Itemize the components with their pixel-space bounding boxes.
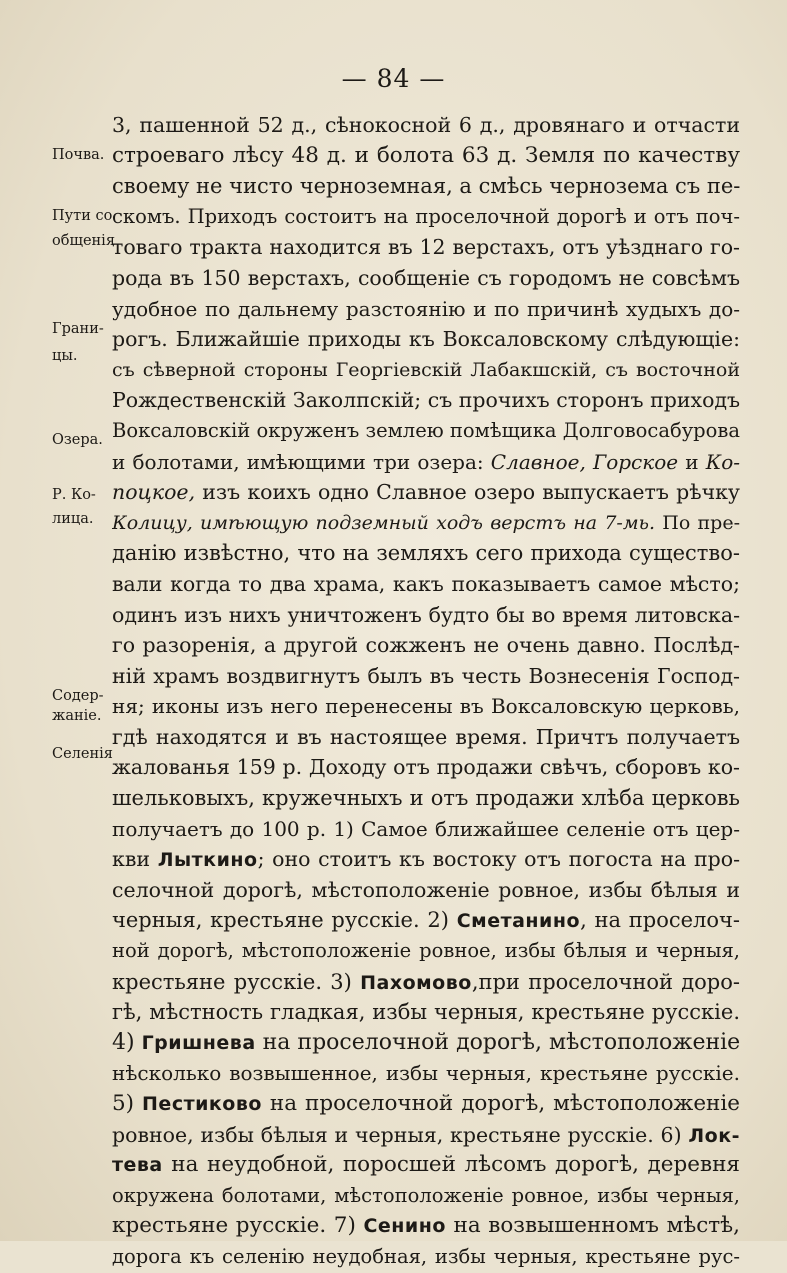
text-line: ній храмъ воздвигнутъ былъ въ честь Вознесенія Господ- bbox=[112, 663, 740, 688]
text-line: скомъ. Приходъ состоитъ на проселочной дорогѣ и отъ поч- bbox=[112, 204, 740, 228]
margin-note-lakes: Озера. bbox=[52, 432, 103, 448]
body-text bbox=[112, 110, 740, 1273]
margin-note-villages: Селенія bbox=[52, 746, 113, 762]
village-name: тева bbox=[112, 1154, 163, 1177]
margin-note-income: Содер- bbox=[52, 688, 104, 704]
text-line: нѣсколько возвышенное, избы черныя, крестьяне русскіе. bbox=[112, 1061, 740, 1086]
text-line: своему не чисто черноземная, а смѣсь чернозема съ пе- bbox=[112, 174, 740, 199]
text-line: Рождественскій Заколпскій; съ прочихъ сторонъ приходъ bbox=[112, 388, 740, 413]
margin-note-river: Р. Ко- bbox=[52, 487, 96, 503]
village-name: Сметанино bbox=[456, 910, 581, 933]
text-line: рогъ. Ближайшіе приходы къ Воксаловскому слѣдующіе: bbox=[112, 327, 740, 352]
text-line: 3, пашенной 52 д., сѣнокосной 6 д., дровянаго и отчасти bbox=[112, 113, 740, 137]
text-line: тева на неудобной, поросшей лѣсомъ дорогѣ, деревня bbox=[112, 1152, 740, 1178]
text-line: поцкое, изъ коихъ одно Славное озеро выпускаетъ рѣчку bbox=[112, 480, 740, 505]
village-name: Пахомово bbox=[360, 971, 472, 994]
margin-note-routes-cont: общенія bbox=[52, 233, 115, 249]
lake-name-part: Ко- bbox=[705, 449, 740, 474]
margin-note-river-cont: лица. bbox=[52, 511, 94, 527]
text-line: крестьяне русскіе. 7) Сенино на возвышенномъ мѣстѣ, bbox=[112, 1213, 740, 1239]
village-name: Гришнева bbox=[141, 1031, 256, 1054]
text-line: дорога къ селенію неудобная, избы черныя, крестьяне рус- bbox=[112, 1244, 740, 1268]
margin-note-income-cont: жаніе. bbox=[52, 708, 102, 724]
text-line: Воксаловскій окруженъ землею помѣщика Долговосабурова bbox=[112, 418, 740, 442]
text-line: ровное, избы бѣлыя и черныя, крестьяне русскіе. 6) Лок- bbox=[112, 1122, 740, 1147]
text-line: вали когда то два храма, какъ показываетъ самое мѣсто; bbox=[112, 571, 740, 596]
margin-note-borders: Грани- bbox=[52, 321, 104, 337]
text-line: съ сѣверной стороны Георгіевскій Лабакшскій, съ восточной bbox=[112, 358, 740, 381]
text-line: данію извѣстно, что на земляхъ сего прихода существо- bbox=[112, 541, 740, 566]
village-name: Лыткино bbox=[157, 849, 258, 872]
text-line: гѣ, мѣстность гладкая, избы черныя, крестьяне русскіе. bbox=[112, 1000, 740, 1025]
text-line: го разоренія, а другой сожженъ не очень давно. Послѣд- bbox=[112, 633, 740, 658]
text-line: 4) Гришнева на проселочной дорогѣ, мѣстоположеніе bbox=[112, 1029, 740, 1055]
text-line: черныя, крестьяне русскіе. 2) Сметанино, на проселоч- bbox=[112, 908, 740, 933]
margin-note-routes: Пути со bbox=[52, 208, 113, 224]
text-line: жалованья 159 р. Доходу отъ продажи свѣчъ, сборовъ ко- bbox=[112, 755, 740, 780]
text-line: одинъ изъ нихъ уничтоженъ будто бы во время литовска- bbox=[112, 602, 740, 627]
lake-name-part: поцкое, bbox=[112, 480, 196, 505]
text-line: ной дорогѣ, мѣстоположеніе ровное, избы бѣлыя и черныя, bbox=[112, 939, 740, 963]
text-line: удобное по дальнему разстоянію и по причинѣ худыхъ до- bbox=[112, 296, 740, 321]
village-name: Лок- bbox=[688, 1124, 740, 1147]
text-line: товаго тракта находится въ 12 верстахъ, отъ уѣзднаго го- bbox=[112, 235, 740, 260]
margin-note-borders-cont: цы. bbox=[52, 348, 78, 364]
margin-note-soil: Почва. bbox=[52, 147, 105, 163]
text-line: и болотами, имѣющими три озера: Славное, Горское и Ко- bbox=[112, 449, 740, 474]
text-line: крестьяне русскіе. 3) Пахомово,при проселочной доро- bbox=[112, 969, 740, 994]
page-number: — 84 — bbox=[341, 64, 446, 93]
text-line: строеваго лѣсу 48 д. и болота 63 д. Земля по качеству bbox=[112, 142, 740, 168]
text-line: шельковыхъ, кружечныхъ и отъ продажи хлѣба церковь bbox=[112, 786, 740, 811]
text-line: 5) Пестиково на проселочной дорогѣ, мѣстоположеніе bbox=[112, 1091, 740, 1116]
village-name: Сенино bbox=[363, 1215, 446, 1238]
text-line: рода въ 150 верстахъ, сообщеніе съ городомъ не совсѣмъ bbox=[112, 265, 740, 290]
text-line: получаетъ до 100 р. 1) Самое ближайшее селеніе отъ цер- bbox=[112, 816, 740, 841]
text-line: Колицу, имѣющую подземный ходъ верстъ на 7-мь. По пре- bbox=[112, 511, 740, 534]
text-line: ня; иконы изъ него перенесены въ Воксаловскую церковь, bbox=[112, 694, 740, 719]
text-line: гдѣ находятся и въ настоящее время. Причтъ получаетъ bbox=[112, 724, 740, 749]
lake-names: Славное, Горское bbox=[490, 449, 679, 474]
river-description: Колицу, имѣющую подземный ходъ верстъ на 7-мь. bbox=[112, 511, 655, 534]
village-name: Пестиково bbox=[142, 1093, 262, 1115]
text-line: кви Лыткино; оно стоитъ къ востоку отъ погоста на про- bbox=[112, 847, 740, 872]
text-line: селочной дорогѣ, мѣстоположеніе ровное, избы бѣлыя и bbox=[112, 877, 740, 902]
text-line: окружена болотами, мѣстоположеніе ровное, избы черныя, bbox=[112, 1183, 740, 1207]
